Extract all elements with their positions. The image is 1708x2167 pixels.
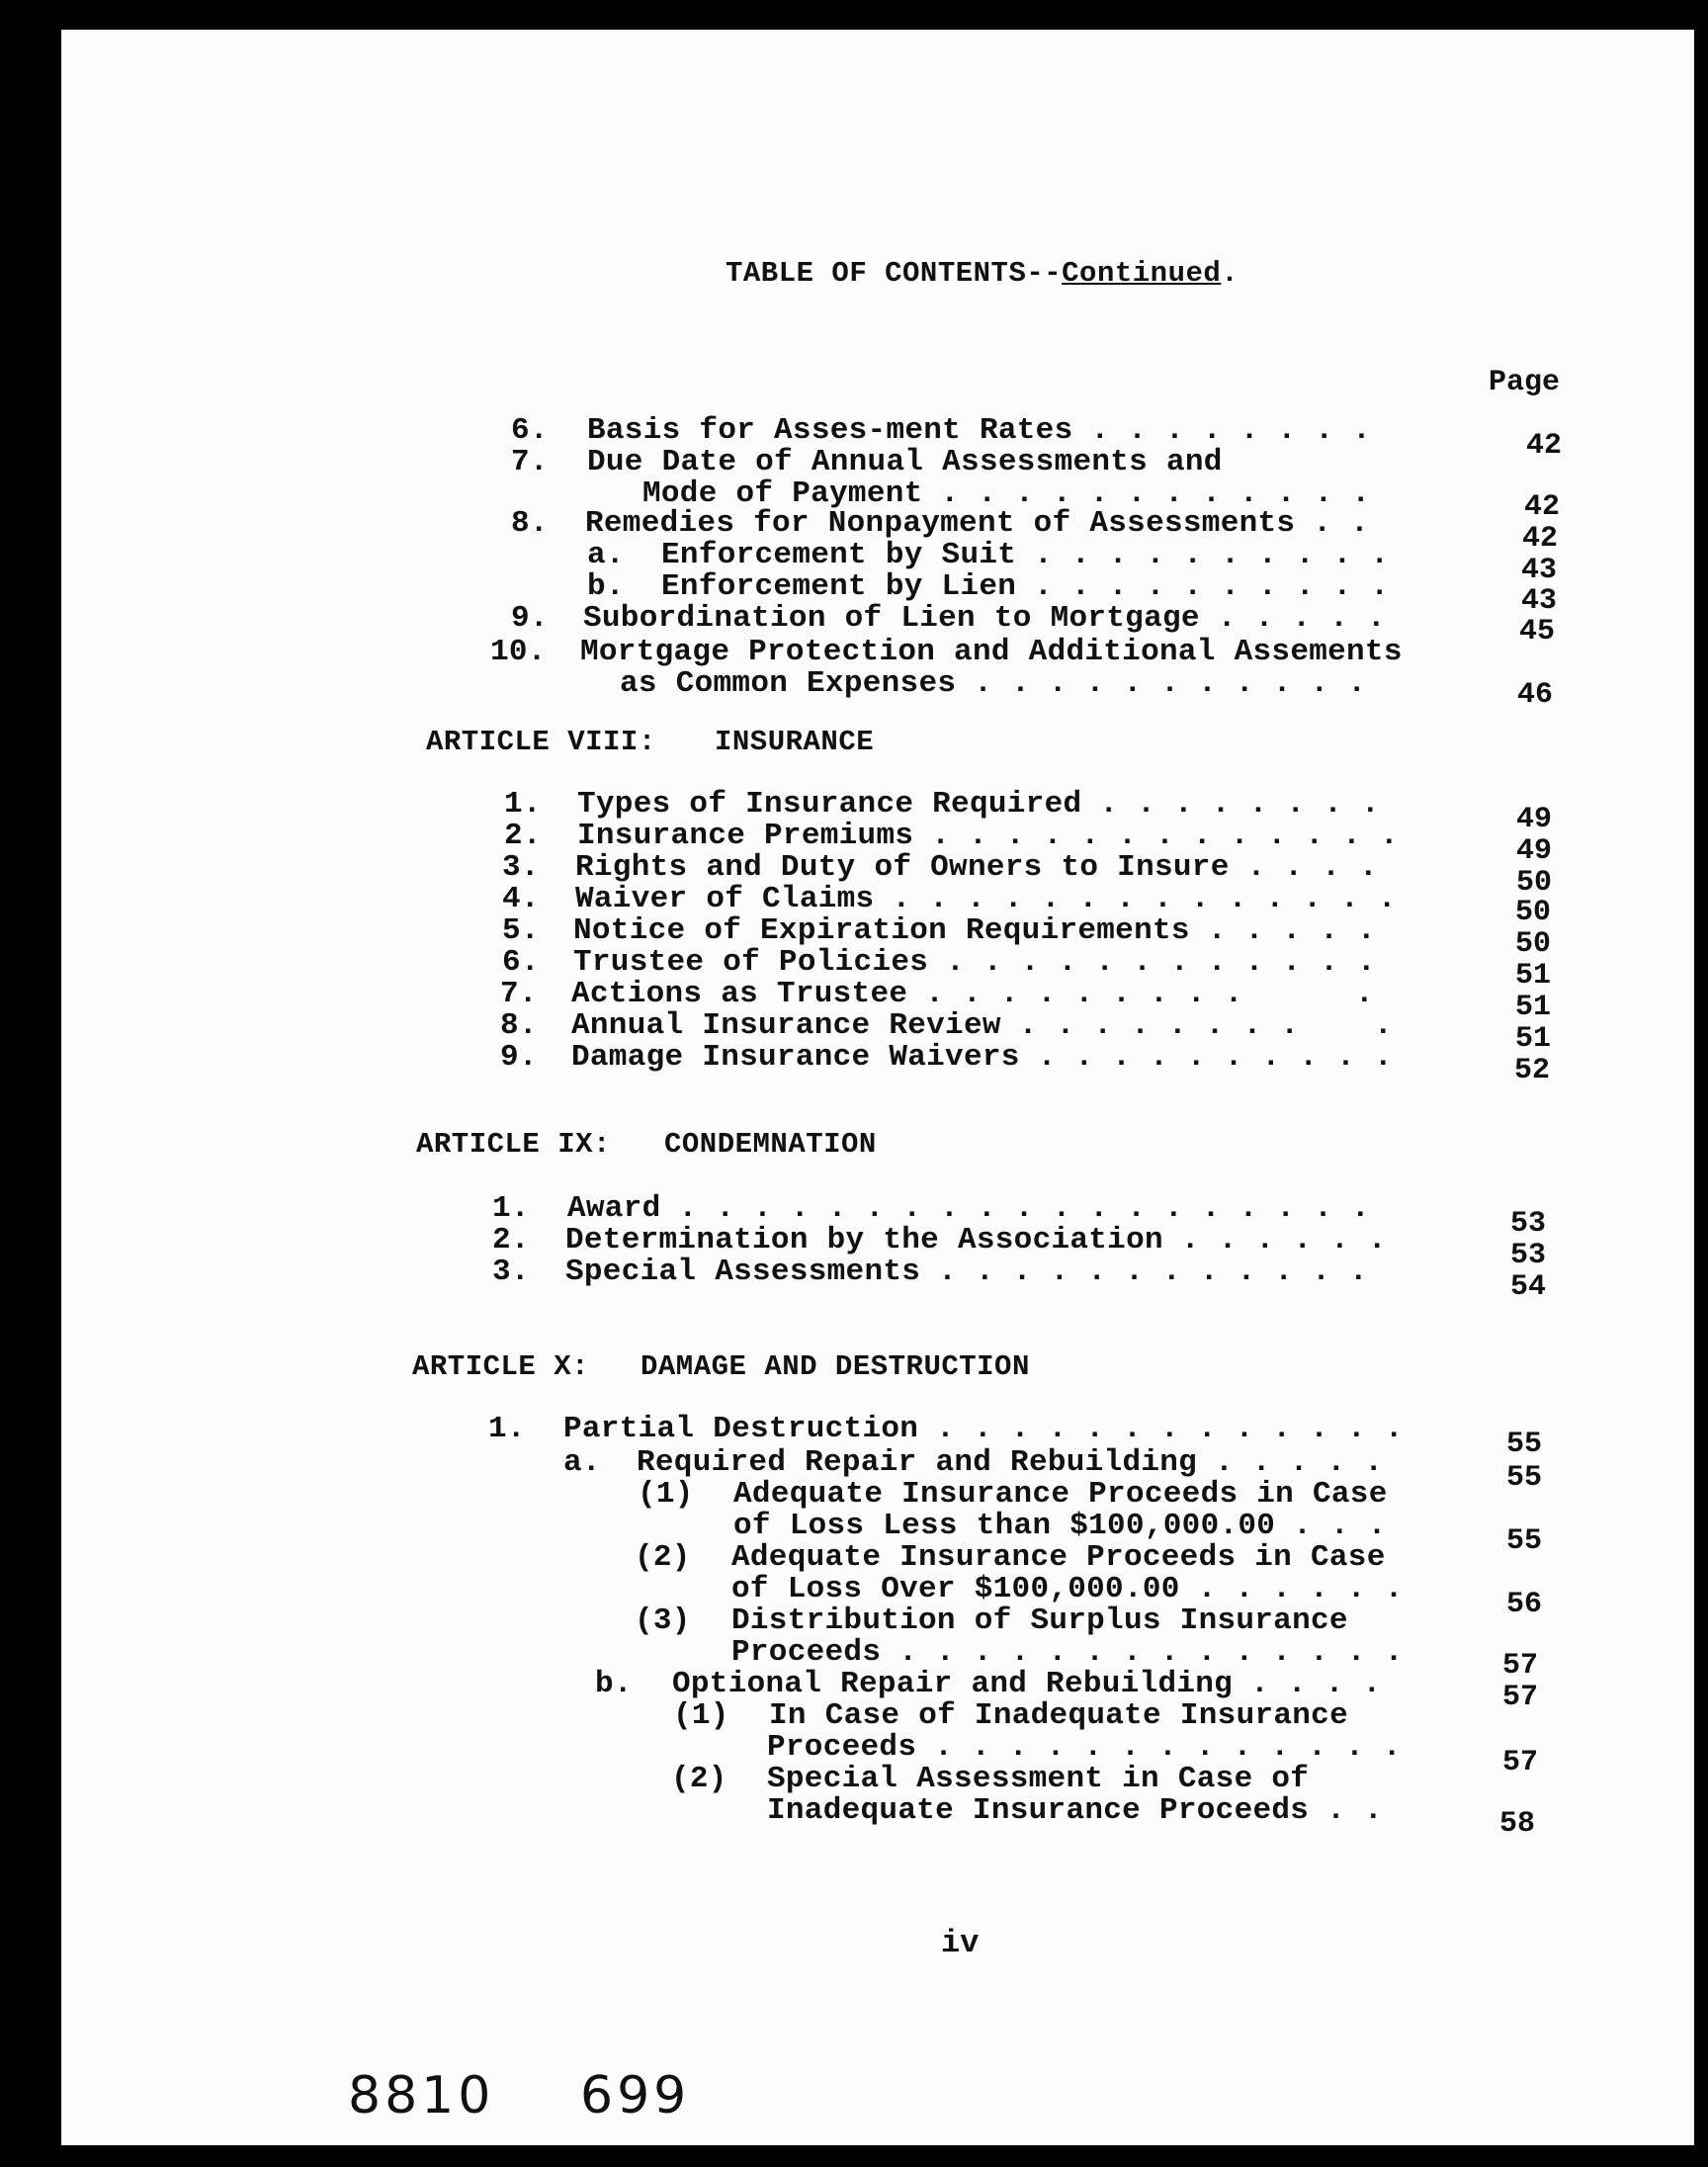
toc-entry xyxy=(733,1511,1387,1542)
toc-entry xyxy=(571,979,1374,1010)
toc-entry-number: 2. xyxy=(492,1223,530,1257)
toc-entry-number: a. xyxy=(587,538,625,572)
toc-entry xyxy=(583,603,1386,635)
toc-entry xyxy=(577,821,1399,852)
toc-entry-number: 1. xyxy=(488,1412,526,1446)
toc-entry xyxy=(580,637,1403,668)
toc-page-number: 43 xyxy=(1521,554,1558,587)
toc-leader-dots: . . . . . xyxy=(1217,601,1386,636)
toc-entry xyxy=(571,1010,1393,1042)
toc-entry-title: Adequate Insurance Proceeds in Case xyxy=(733,1477,1388,1512)
toc-entry xyxy=(637,1447,1383,1479)
toc-leader-dots: . . . . . . . . . . . . xyxy=(940,477,1371,511)
toc-entry xyxy=(767,1795,1383,1827)
toc-page-number: 54 xyxy=(1510,1270,1547,1304)
toc-leader-dots: . . . . . . . . xyxy=(1090,413,1372,448)
toc-entry-title: Adequate Insurance Proceeds in Case xyxy=(731,1540,1386,1575)
toc-entry-number: 9. xyxy=(511,601,549,636)
toc-page-number: 55 xyxy=(1506,1428,1543,1461)
toc-entry-title: INSURANCE xyxy=(715,726,875,758)
toc-page-number: 53 xyxy=(1510,1239,1547,1272)
toc-entry-title: In Case of Inadequate Insurance xyxy=(769,1698,1348,1733)
toc-entry xyxy=(769,1700,1348,1732)
article-heading-title xyxy=(664,1128,877,1161)
toc-entry-number: 6. xyxy=(511,413,549,448)
toc-entry-number: 10. xyxy=(490,635,547,669)
toc-entry-number: (3) xyxy=(635,1604,691,1638)
toc-entry xyxy=(731,1542,1386,1574)
toc-entry-number: 7. xyxy=(511,445,549,479)
toc-entry xyxy=(563,1414,1404,1445)
toc-entry xyxy=(565,1257,1368,1288)
toc-entry xyxy=(620,668,1366,700)
toc-entry-title: Due Date of Annual Assessments and xyxy=(587,445,1223,479)
toc-entry-number: 1. xyxy=(504,787,542,822)
toc-entry xyxy=(577,789,1380,821)
toc-entry-number: (2) xyxy=(635,1540,691,1575)
toc-entry-number: 1. xyxy=(492,1191,530,1226)
toc-leader-dots: . . . . xyxy=(1250,1667,1382,1701)
toc-leader-dots: . . . . . . . . . . . . . xyxy=(936,1412,1404,1446)
toc-entry xyxy=(585,508,1369,540)
toc-entry-number: (2) xyxy=(671,1762,727,1796)
toc-entry xyxy=(661,540,1389,571)
toc-entry-title: Distribution of Surplus Insurance xyxy=(731,1604,1348,1638)
toc-leader-dots: . . . . . . . . . . . . . . xyxy=(898,1635,1404,1670)
toc-leader-dots: . . . . . . . . xyxy=(1099,787,1380,822)
toc-entry-title: Damage Insurance Waivers xyxy=(571,1040,1020,1075)
toc-leader-dots: . . . . . xyxy=(1207,913,1376,948)
toc-entry-title: Notice of Expiration Requirements xyxy=(573,913,1190,948)
toc-entry-title: Insurance Premiums xyxy=(577,819,914,853)
toc-entry xyxy=(731,1574,1404,1605)
toc-page-number: 50 xyxy=(1515,927,1552,961)
toc-entry-number: 6. xyxy=(502,945,540,980)
toc-entry-title: Rights and Duty of Owners to Insure xyxy=(575,850,1230,885)
toc-entry xyxy=(567,1193,1370,1225)
toc-leader-dots: . . . . . . xyxy=(1197,1572,1404,1606)
toc-entry xyxy=(575,852,1378,884)
toc-entry xyxy=(571,1042,1393,1074)
toc-entry-title: Proceeds xyxy=(731,1635,882,1670)
toc-entry-number: 9. xyxy=(500,1040,538,1075)
toc-entry-title: Partial Destruction xyxy=(563,1412,919,1446)
toc-entry-number: 8. xyxy=(511,506,549,541)
toc-entry-title: Enforcement by Suit xyxy=(661,538,1017,572)
toc-page-number: 51 xyxy=(1515,1022,1552,1056)
toc-page-number: 51 xyxy=(1515,959,1552,993)
toc-entry-title: Subordination of Lien to Mortgage xyxy=(583,601,1200,636)
toc-entry xyxy=(767,1764,1309,1795)
toc-leader-dots: . . . . xyxy=(1246,850,1378,885)
toc-page-number: 42 xyxy=(1522,522,1559,556)
article-heading-title xyxy=(640,1350,1030,1383)
toc-entry-title: Inadequate Insurance Proceeds xyxy=(767,1793,1310,1828)
toc-entry xyxy=(661,571,1389,603)
toc-page-number: 57 xyxy=(1502,1746,1539,1779)
toc-leader-dots: . . xyxy=(1313,506,1370,541)
toc-leader-dots: . . . . . . . . . . . . . . . . . . . xyxy=(678,1191,1370,1226)
toc-entry-title: Trustee of Policies xyxy=(573,945,929,980)
toc-entry-title: Optional Repair and Rebuilding xyxy=(672,1667,1234,1701)
toc-leader-dots: . . . . . . . . . . . xyxy=(974,666,1367,701)
toc-entry-number: (1) xyxy=(638,1477,694,1512)
document-page xyxy=(61,30,1694,2145)
toc-entry-title: as Common Expenses xyxy=(620,666,957,701)
toc-leader-dots: . . . . . . . . . . xyxy=(1034,569,1390,604)
toc-page-number: 51 xyxy=(1515,991,1552,1024)
toc-page-number: 42 xyxy=(1526,429,1563,463)
toc-entry-number: 8. xyxy=(500,1008,538,1043)
toc-entry-title: Award xyxy=(567,1191,661,1226)
toc-entry-title: Special Assessments xyxy=(565,1255,921,1289)
toc-leader-dots: . . . . . . . . . . . . xyxy=(938,1255,1368,1289)
toc-entry xyxy=(573,947,1376,979)
toc-page-number: 57 xyxy=(1502,1649,1539,1683)
toc-entry xyxy=(573,915,1376,947)
toc-page-number: 58 xyxy=(1499,1807,1536,1841)
toc-entry-number: 4. xyxy=(502,882,540,916)
toc-leader-dots: . . . xyxy=(1293,1509,1387,1543)
document-stamp-number-2: 699 xyxy=(580,2066,691,2125)
toc-page-number: 52 xyxy=(1514,1054,1551,1087)
toc-entry-number: 7. xyxy=(500,977,538,1011)
toc-entry-title: Annual Insurance Review xyxy=(571,1008,1001,1043)
toc-entry-title: CONDEMNATION xyxy=(664,1128,877,1161)
toc-leader-dots: . . . . . . . . . . . . . xyxy=(931,819,1399,853)
toc-leader-dots: . . . . . . . . . xyxy=(1018,1008,1393,1043)
toc-entry-title: of Loss Over $100,000.00 xyxy=(731,1572,1180,1606)
toc-leader-dots: . . xyxy=(1326,1793,1383,1828)
toc-entry-number: (1) xyxy=(673,1698,729,1733)
toc-entry xyxy=(733,1479,1388,1511)
toc-page-number: 46 xyxy=(1517,678,1554,712)
toc-entry xyxy=(575,884,1397,915)
toc-entry-title: Remedies for Nonpayment of Assessments xyxy=(585,506,1296,541)
toc-page-number: 42 xyxy=(1524,490,1561,524)
toc-page-number: 50 xyxy=(1515,896,1552,929)
toc-entry-number: 3. xyxy=(502,850,540,885)
toc-leader-dots: . . . . . . . . . . xyxy=(1034,538,1390,572)
toc-entry-title: Required Repair and Rebuilding xyxy=(637,1445,1198,1480)
toc-entry-number: 5. xyxy=(502,913,540,948)
toc-entry xyxy=(767,1732,1402,1764)
toc-entry-number: b. xyxy=(587,569,625,604)
toc-leader-dots: . . . . . . . . . . . . . xyxy=(934,1730,1402,1765)
document-stamp-number: 8810 xyxy=(348,2066,495,2125)
toc-page-number: 55 xyxy=(1506,1524,1543,1558)
toc-entry-number: a. xyxy=(563,1445,601,1480)
toc-leader-dots: . . . . . . . . . . xyxy=(1037,1040,1393,1075)
toc-entry-title: Actions as Trustee xyxy=(571,977,908,1011)
page-column-heading: Page xyxy=(1489,366,1561,399)
toc-entry xyxy=(672,1669,1381,1700)
toc-entry xyxy=(565,1225,1387,1257)
toc-page-number: 43 xyxy=(1521,584,1558,618)
toc-leader-dots: . . . . . . xyxy=(1180,1223,1387,1257)
toc-page-number: 49 xyxy=(1516,834,1553,868)
article-heading-title xyxy=(715,726,874,758)
toc-entry-title: Waiver of Claims xyxy=(575,882,875,916)
toc-entry xyxy=(731,1605,1348,1637)
toc-leader-dots: . . . . . xyxy=(1215,1445,1384,1480)
toc-entry xyxy=(587,447,1223,478)
toc-entry-title: Basis for Asses-ment Rates xyxy=(587,413,1073,448)
toc-title: TABLE OF CONTENTS--Continued. xyxy=(726,257,1239,290)
toc-entry-title: Mode of Payment xyxy=(642,477,923,511)
toc-page-number: 56 xyxy=(1506,1588,1543,1621)
toc-entry xyxy=(587,415,1371,447)
toc-entry-number: 3. xyxy=(492,1255,530,1289)
toc-page-number: 53 xyxy=(1510,1207,1547,1241)
toc-entry-title: DAMAGE AND DESTRUCTION xyxy=(640,1350,1030,1383)
toc-leader-dots: . . . . . . . . . . . . . . xyxy=(892,882,1397,916)
toc-entry-title: Determination by the Association xyxy=(565,1223,1163,1257)
toc-entry-title: of Loss Less than $100,000.00 xyxy=(733,1509,1276,1543)
toc-page-number: 49 xyxy=(1516,803,1553,836)
page-folio: iv xyxy=(941,1925,980,1961)
toc-leader-dots: . . . . . . . . . . . . xyxy=(946,945,1376,980)
article-heading-label: ARTICLE IX: xyxy=(416,1128,611,1161)
toc-entry-title: Enforcement by Lien xyxy=(661,569,1017,604)
toc-entry-title: Proceeds xyxy=(767,1730,917,1765)
toc-entry-title: Types of Insurance Required xyxy=(577,787,1082,822)
toc-page-number: 45 xyxy=(1519,615,1556,649)
toc-entry-title: Mortgage Protection and Additional Assements xyxy=(580,635,1403,669)
toc-page-number: 55 xyxy=(1506,1461,1543,1495)
toc-entry-title: Special Assessment in Case of xyxy=(767,1762,1310,1796)
toc-entry-number: 2. xyxy=(504,819,542,853)
article-heading-label: ARTICLE VIII: xyxy=(426,726,656,758)
toc-leader-dots: . . . . . . . . . . xyxy=(925,977,1374,1011)
toc-entry xyxy=(731,1637,1404,1669)
toc-entry-number: b. xyxy=(595,1667,633,1701)
toc-page-number: 50 xyxy=(1516,866,1553,900)
toc-page-number: 57 xyxy=(1502,1681,1539,1714)
article-heading-label: ARTICLE X: xyxy=(412,1350,590,1383)
